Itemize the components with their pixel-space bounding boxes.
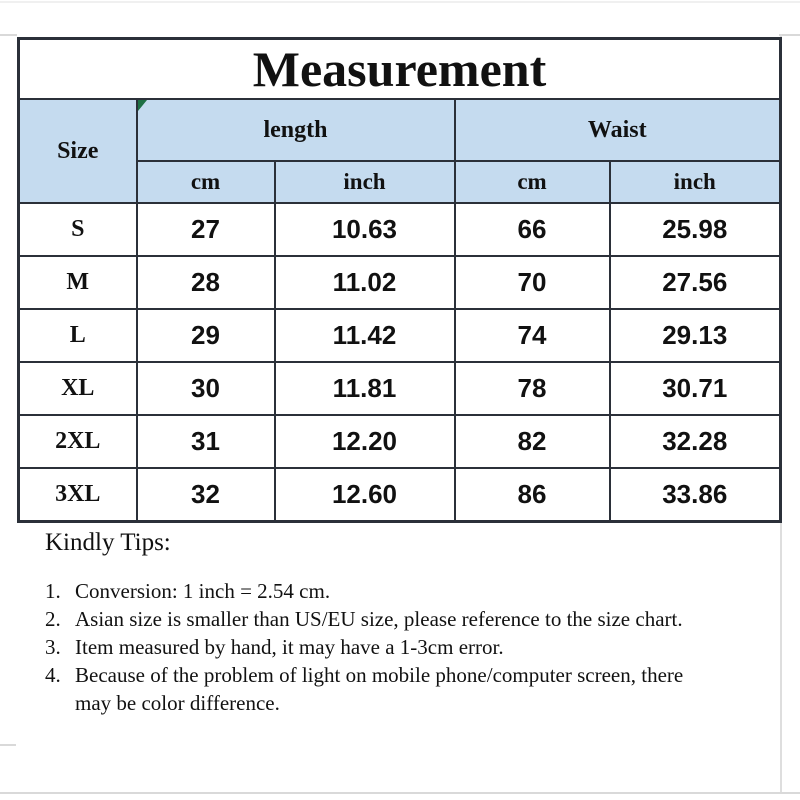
- length-cm-value: 30: [137, 362, 275, 415]
- measurement-table: [17, 37, 782, 523]
- waist-inch-value: 32.28: [610, 415, 781, 468]
- tip-text: Asian size is smaller than US/EU size, please reference to the size chart.: [75, 607, 683, 631]
- length-cm-value: 28: [137, 256, 275, 309]
- length-cm-value: 29: [137, 309, 275, 362]
- unit-header-waist-cm: cm: [455, 161, 610, 203]
- waist-inch-value: 33.86: [610, 468, 781, 522]
- length-inch-value: 10.63: [275, 203, 455, 256]
- length-inch-value: 11.02: [275, 256, 455, 309]
- column-header-length: [137, 99, 455, 161]
- table-row: [19, 203, 781, 256]
- table-row: [19, 256, 781, 309]
- column-header-waist-label: Waist: [587, 116, 647, 143]
- waist-cm-value: 86: [455, 468, 610, 522]
- size-label: S: [19, 203, 137, 256]
- kindly-tips-section: [45, 528, 765, 717]
- size-label: 3XL: [19, 468, 137, 522]
- waist-cm-value: 70: [455, 256, 610, 309]
- list-item: [45, 661, 765, 717]
- column-header-length-label: length: [263, 116, 328, 143]
- length-inch-value: 12.60: [275, 468, 455, 522]
- gridline-artifact-top-left: [0, 34, 17, 36]
- tip-text: Item measured by hand, it may have a 1-3cm error.: [75, 635, 504, 659]
- tip-text: Because of the problem of light on mobile phone/computer screen, there may be color difference.: [75, 663, 684, 715]
- size-label: 2XL: [19, 415, 137, 468]
- waist-inch-value: 29.13: [610, 309, 781, 362]
- cell-flag-icon: [138, 100, 147, 111]
- list-item: [45, 577, 765, 605]
- waist-cm-value: 66: [455, 203, 610, 256]
- gridline-artifact-top: [0, 1, 800, 3]
- waist-inch-value: 25.98: [610, 203, 781, 256]
- page-title: Measurement: [19, 39, 781, 100]
- column-header-waist: [455, 99, 781, 161]
- length-inch-value: 12.20: [275, 415, 455, 468]
- tip-text: Conversion: 1 inch = 2.54 cm.: [75, 579, 331, 603]
- table-row: [19, 415, 781, 468]
- tip-number: 2.: [45, 607, 61, 631]
- list-item: [45, 633, 765, 661]
- length-cm-value: 32: [137, 468, 275, 522]
- unit-header-length-inch: inch: [275, 161, 455, 203]
- length-inch-value: 11.42: [275, 309, 455, 362]
- unit-header-waist-inch: inch: [610, 161, 781, 203]
- tip-number: 3.: [45, 635, 61, 659]
- size-label: XL: [19, 362, 137, 415]
- waist-inch-value: 30.71: [610, 362, 781, 415]
- size-label: M: [19, 256, 137, 309]
- size-label: L: [19, 309, 137, 362]
- title-row: [19, 39, 781, 100]
- tip-number: 1.: [45, 579, 61, 603]
- length-inch-value: 11.81: [275, 362, 455, 415]
- list-item: [45, 605, 765, 633]
- group-header-row: [19, 99, 781, 161]
- gridline-artifact-top-right: [779, 34, 800, 36]
- column-header-size: Size: [19, 99, 137, 203]
- table-row: [19, 309, 781, 362]
- waist-inch-value: 27.56: [610, 256, 781, 309]
- waist-cm-value: 78: [455, 362, 610, 415]
- unit-header-length-cm: cm: [137, 161, 275, 203]
- tips-heading: Kindly Tips:: [45, 529, 171, 556]
- table-row: [19, 468, 781, 522]
- length-cm-value: 31: [137, 415, 275, 468]
- waist-cm-value: 74: [455, 309, 610, 362]
- waist-cm-value: 82: [455, 415, 610, 468]
- gridline-artifact-bottom: [0, 792, 800, 794]
- table-row: [19, 362, 781, 415]
- gridline-artifact-left-dash: [0, 744, 16, 746]
- tip-number: 4.: [45, 663, 61, 687]
- length-cm-value: 27: [137, 203, 275, 256]
